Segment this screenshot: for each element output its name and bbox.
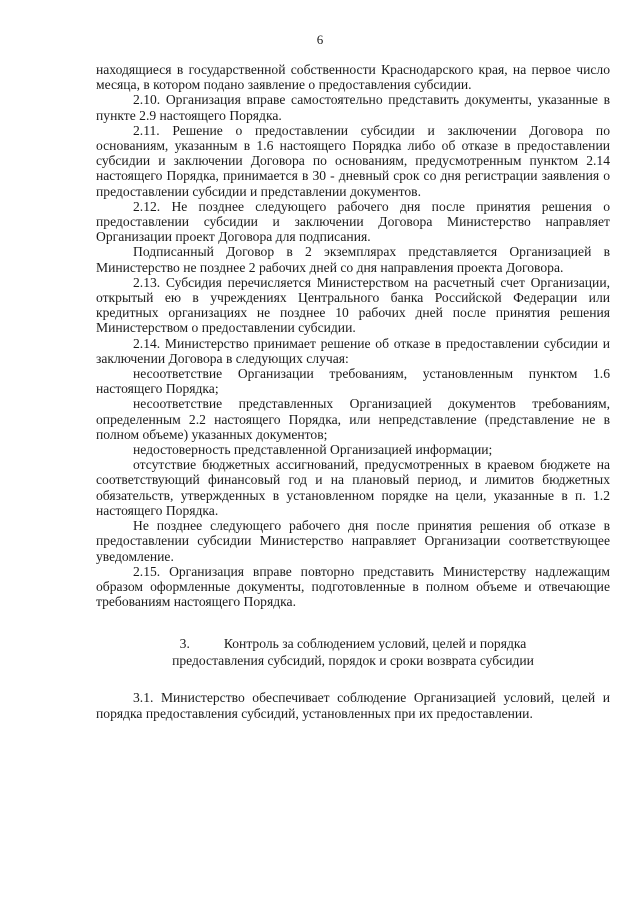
paragraph-2-13: 2.13. Субсидия перечисляется Министерством на расчетный счет Организации, открытый ею в учреждениях Центрального банка Российской Федерации или кредитных организациях не позднее 10 рабочих дней после принятия решения Министерством о предоставлении субсидии. <box>96 274 610 336</box>
paragraph-2-10: 2.10. Организация вправе самостоятельно представить документы, указанные в пункте 2.9 настоящего Порядка. <box>96 92 610 123</box>
page-number: 6 <box>316 32 324 47</box>
paragraph-continuation: находящиеся в государственной собственности Краснодарского края, на первое число месяца, в котором подано заявление о предоставления субсидии. <box>96 62 610 93</box>
refusal-reason-2: несоответствие представленных Организацией документов требованиям, определенным 2.2 настоящего Порядка, или непредставление (представление не в полном объеме) указанных документов; <box>96 396 610 442</box>
paragraph-refusal-notice: Не позднее следующего рабочего дня после принятия решения об отказе в предоставлении субсидии Министерство направляет Организации соответствующее уведомление. <box>96 518 610 564</box>
section-title-line1: Контроль за соблюдением условий, целей и порядка <box>223 636 527 652</box>
document-body <box>96 62 610 721</box>
paragraph-2-15: 2.15. Организация вправе повторно представить Министерству надлежащим образом оформленные документы, подготовленные в полном объеме и отвечающие требованиям настоящего Порядка. <box>96 563 610 610</box>
refusal-reason-3: недостоверность представленной Организацией информации; <box>133 442 493 458</box>
refusal-reason-1: несоответствие Организации требованиям, установленным пунктом 1.6 настоящего Порядка; <box>96 366 610 397</box>
paragraph-2-11: 2.11. Решение о предоставлении субсидии и заключении Договора по основаниям, указанным в 1.6 настоящего Порядка либо об отказе в предоставлении субсидии и заключении Договора по основаниям, предусмотренным пунктом 2.14 настоящего Порядка, принимается в 30 - дневный срок со дня регистрации заявления о предоставлении субсидии и представлении документов. <box>96 122 610 199</box>
refusal-reason-4: отсутствие бюджетных ассигнований, предусмотренных в краевом бюджете на соответствующий финансовый год и на плановый период, и лимитов бюджетных обязательств, утвержденных в установленном порядке на цели, указанные в п. 1.2 настоящего Порядка. <box>96 457 610 518</box>
paragraph-3-1: 3.1. Министерство обеспечивает соблюдение Организацией условий, целей и порядка предоставления субсидий, установленных при их предоставлении. <box>96 690 610 721</box>
section-number: 3. <box>179 636 190 652</box>
section-title-line2: предоставления субсидий, порядок и сроки возврата субсидии <box>172 653 534 669</box>
paragraph-2-12: 2.12. Не позднее следующего рабочего дня после принятия решения о предоставлении субсидии и заключении Договора Министерство направляет Организации проект Договора для подписания. <box>96 198 610 245</box>
section-heading <box>96 635 610 669</box>
section-heading-line1 <box>96 635 610 652</box>
paragraph-2-14: 2.14. Министерство принимает решение об отказе в предоставлении субсидии и заключении Договора в следующих случая: <box>96 335 610 366</box>
paragraph-signed-contract: Подписанный Договор в 2 экземплярах представляется Организацией в Министерство не позднее 2 рабочих дней со дня направления проекта Договора. <box>96 244 610 275</box>
